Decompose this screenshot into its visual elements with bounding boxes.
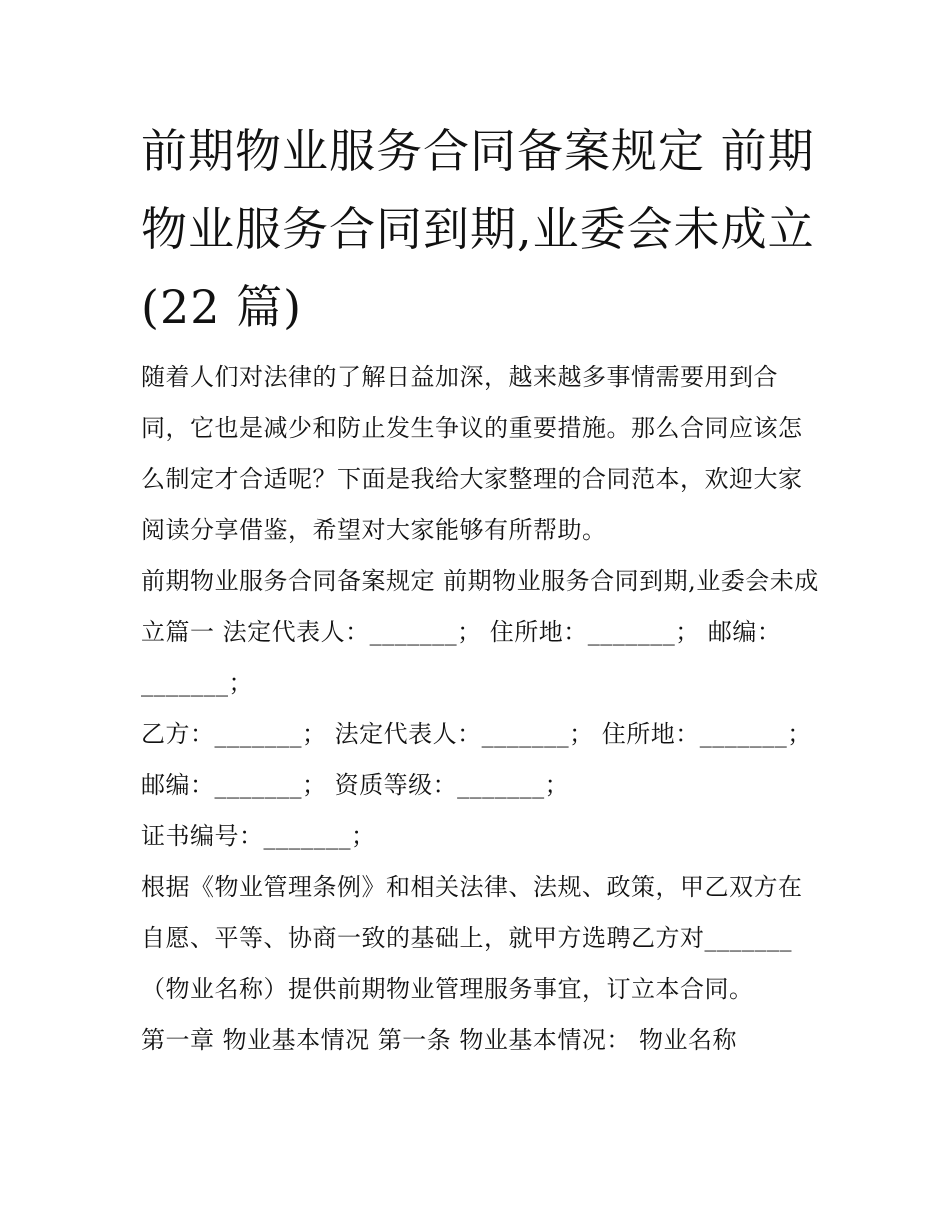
intro-paragraph: 随着人们对法律的了解日益加深，越来越多事情需要用到合同，它也是减少和防止发生争议的重要措施。那么合同应该怎么制定才合适呢？下面是我给大家整理的合同范本，欢迎大家阅读分享借鉴，希望对大家能够有所帮助。	[141, 363, 803, 544]
chapter-one-paragraph: 第一章 物业基本情况 第一条 物业基本情况： 物业名称	[141, 1026, 738, 1054]
contract-heading-paragraph: 前期物业服务合同备案规定 前期物业服务合同到期,业委会未成立篇一 法定代表人：_______； 住所地：_______； 邮编：_______；	[141, 567, 819, 697]
party-b-paragraph: 乙方：_______； 法定代表人：_______； 住所地：_______； 邮编：_______； 资质等级：_______；	[141, 720, 812, 799]
document-title: 前期物业服务合同备案规定 前期物业服务合同到期,业委会未成立(22 篇)	[141, 124, 815, 334]
document-page	[141, 112, 821, 1066]
certificate-paragraph: 证书编号：_______；	[141, 822, 376, 850]
basis-paragraph: 根据《物业管理条例》和相关法律、法规、政策，甲乙双方在自愿、平等、协商一致的基础上，就甲方选聘乙方对_______（物业名称）提供前期物业管理服务事宜，订立本合同。	[141, 873, 803, 1003]
document-body	[141, 352, 821, 1066]
